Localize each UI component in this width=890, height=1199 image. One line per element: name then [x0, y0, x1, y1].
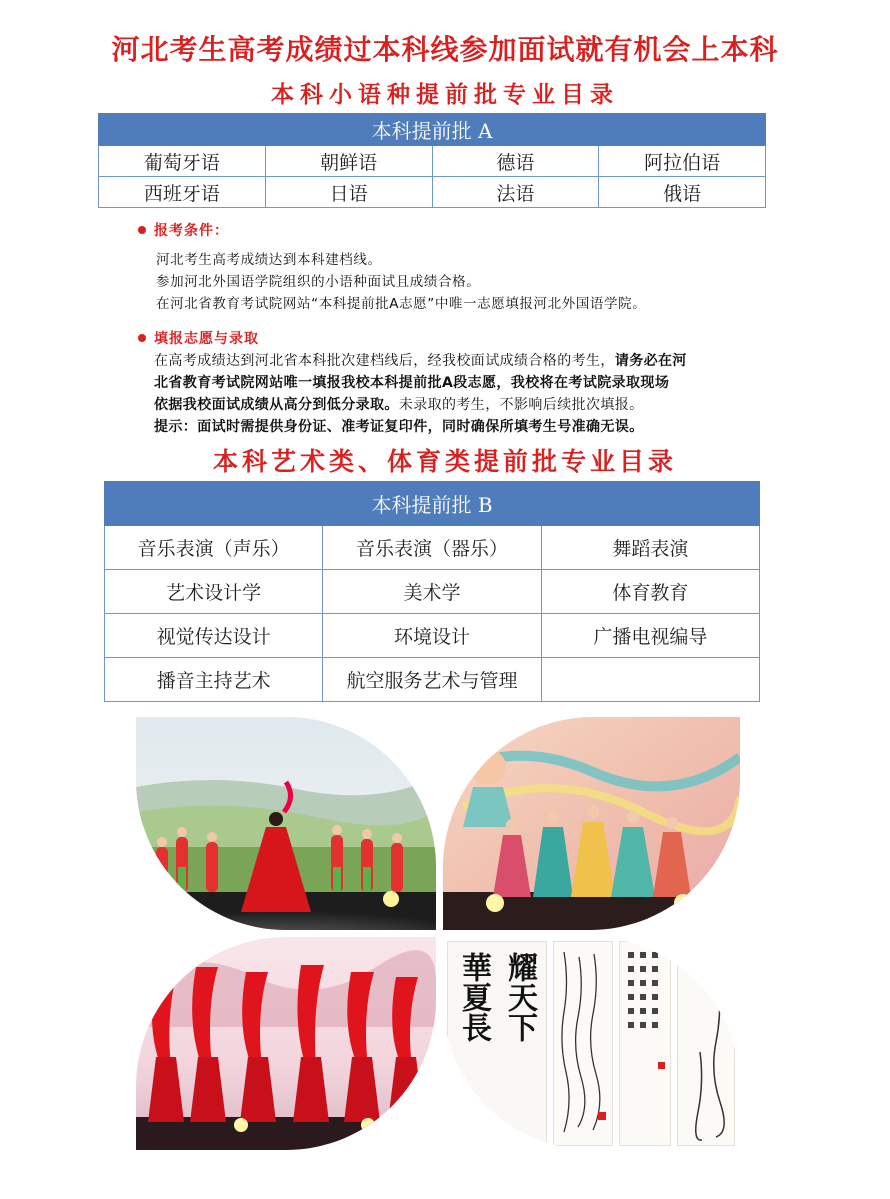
- bullet-icon: [138, 226, 146, 234]
- table-cell: 音乐表演（器乐）: [323, 526, 541, 570]
- tip-line: 提示：面试时需提供身份证、准考证复印件，同时确保所填考生号准确无误。: [154, 419, 644, 435]
- table-cell: 德语: [432, 146, 599, 177]
- table-row: [105, 570, 760, 614]
- stage-performance-photo: [136, 717, 436, 930]
- table-b: [104, 481, 760, 702]
- table-cell: 体育教育: [541, 570, 759, 614]
- calligraphy-scroll: [447, 941, 547, 1146]
- calligraphy-scroll: [677, 941, 735, 1146]
- section-title-b: 本科艺术类、体育类提前批专业目录: [212, 447, 677, 476]
- admission-heading: 填报志愿与录取: [138, 328, 259, 348]
- table-cell: 俄语: [599, 177, 766, 208]
- red-dance-photo: [136, 937, 436, 1150]
- table-cell: 音乐表演（声乐）: [105, 526, 323, 570]
- script-strokes-icon: [678, 942, 736, 1147]
- calligraphy-scroll: [619, 941, 671, 1146]
- table-cell: 视觉传达设计: [105, 614, 323, 658]
- table-row: [105, 614, 760, 658]
- admission-line: 北省教育考试院网站唯一填报我校本科提前批A段志愿，我校将在考试院录取现场: [154, 375, 670, 391]
- table-cell: [541, 658, 759, 702]
- condition-line: 在河北省教育考试院网站“本科提前批A志愿”中唯一志愿填报河北外国语学院。: [156, 296, 647, 312]
- table-cell: 舞蹈表演: [541, 526, 759, 570]
- table-cell: 朝鲜语: [265, 146, 432, 177]
- calligraphy-column: 巍: [690, 952, 716, 974]
- table-row: [105, 526, 760, 570]
- table-row: [99, 146, 766, 177]
- script-grid-icon: [620, 942, 672, 1147]
- table-cell: 环境设计: [323, 614, 541, 658]
- table-cell: 西班牙语: [99, 177, 266, 208]
- table-cell: 日语: [265, 177, 432, 208]
- table-cell: 美术学: [323, 570, 541, 614]
- script-strokes-icon: [554, 942, 614, 1147]
- table-cell: 航空服务艺术与管理: [323, 658, 541, 702]
- calligraphy-column: 耀天下: [502, 952, 537, 1042]
- section-title-a: 本科小语种提前批专业目录: [271, 82, 619, 108]
- table-a: [98, 113, 766, 208]
- calligraphy-scroll: [553, 941, 613, 1146]
- table-a-heading: 本科提前批 A: [99, 114, 766, 146]
- table-cell: 法语: [432, 177, 599, 208]
- table-row: [105, 658, 760, 702]
- table-cell: 葡萄牙语: [99, 146, 266, 177]
- table-b-heading: 本科提前批 B: [105, 482, 760, 526]
- calligraphy-photo: [443, 937, 740, 1150]
- calligraphy-column: 華夏長: [456, 952, 491, 1042]
- table-cell: 播音主持艺术: [105, 658, 323, 702]
- table-cell: 广播电视编导: [541, 614, 759, 658]
- condition-line: 河北考生高考成绩达到本科建档线。: [156, 252, 382, 268]
- admission-line: 依据我校面试成绩从高分到低分录取。未录取的考生，不影响后续批次填报。: [154, 397, 644, 413]
- table-cell: 阿拉伯语: [599, 146, 766, 177]
- admission-line: 在高考成绩达到河北省本科批次建档线后，经我校面试成绩合格的考生，请务必在河: [154, 353, 687, 369]
- condition-line: 参加河北外国语学院组织的小语种面试且成绩合格。: [156, 274, 481, 290]
- bullet-icon: [138, 334, 146, 342]
- conditions-heading: 报考条件：: [138, 220, 229, 240]
- main-title: 河北考生高考成绩过本科线参加面试就有机会上本科: [111, 33, 779, 66]
- dance-performance-photo: [443, 717, 740, 930]
- table-row: [99, 177, 766, 208]
- table-cell: 艺术设计学: [105, 570, 323, 614]
